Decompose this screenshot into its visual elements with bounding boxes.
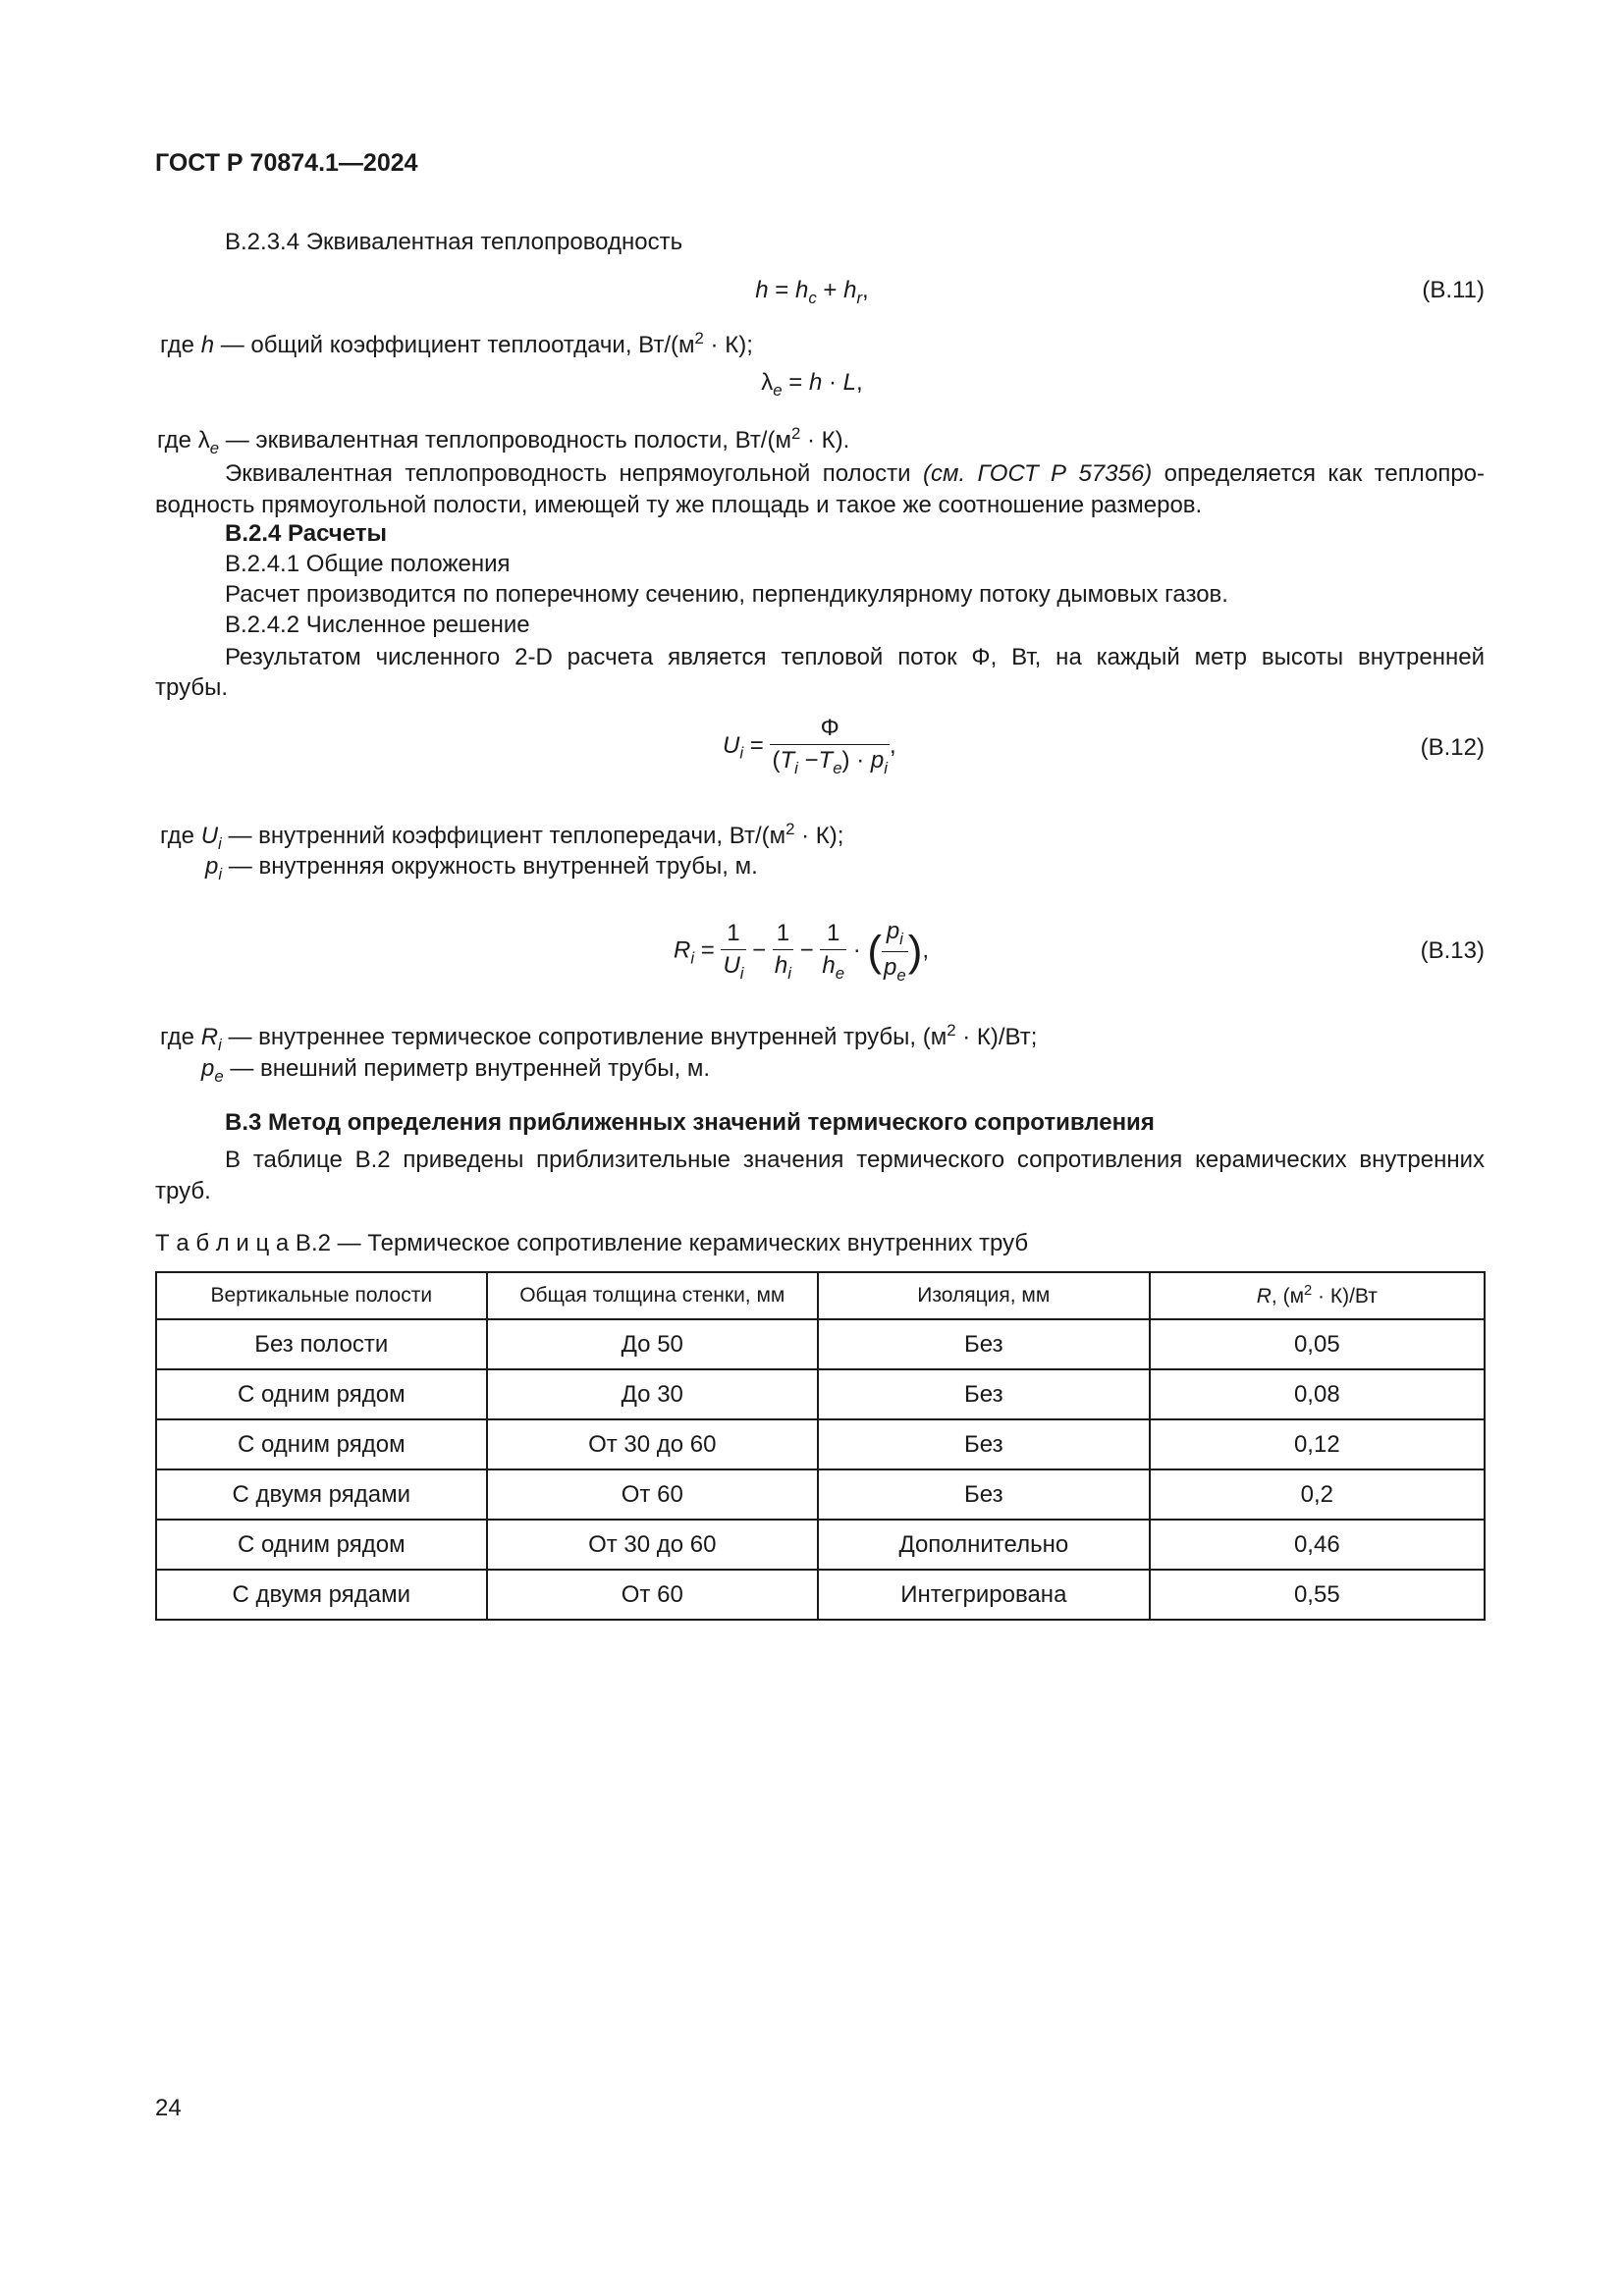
- table-cell: 0,12: [1150, 1419, 1485, 1469]
- page-number: 24: [155, 2095, 182, 2121]
- table-cell: От 60: [487, 1469, 818, 1520]
- table-cell: До 30: [487, 1369, 818, 1419]
- table-header-row: [156, 1272, 1485, 1319]
- equation-number-b11: (B.11): [1422, 277, 1485, 303]
- table-cell: С одним рядом: [156, 1419, 487, 1469]
- paragraph-equiv-line2: водность прямоугольной полости, имеющей ту же площадь и такое же соотношение размеров.: [155, 492, 1203, 518]
- resistance-table: [155, 1271, 1486, 1621]
- paragraph-equiv-line1: Эквивалентная теплопроводность непрямоугольной полости (см. ГОСТ Р 57356) определяется как теплопро-: [225, 460, 1486, 487]
- table-cell: Без: [818, 1369, 1150, 1419]
- paragraph-b242-line2: трубы.: [155, 674, 229, 701]
- definition-Ui: где $U_i$ — внутренний коэффициент теплопередачи, $Вт/(м^2 \cdot К)$;: [160, 820, 844, 854]
- table-cell: 0,55: [1150, 1570, 1485, 1620]
- table-cell: С двумя рядами: [156, 1570, 487, 1620]
- table-row: [156, 1419, 1485, 1469]
- table-cell: 0,2: [1150, 1469, 1485, 1520]
- paragraph-b241: Расчет производится по поперечному сечению, перпендикулярному потоку дымовых газов.: [225, 581, 1228, 608]
- equation-b12: $U_i$ = $\frac{\Phi}{(T_i -T_e) \cdot p_i}$ ,: [723, 715, 896, 777]
- equation-number-b12: (B.12): [1420, 734, 1485, 761]
- table-cell: 0,46: [1150, 1520, 1485, 1570]
- section-title-b242: В.2.4.2 Численное решение: [225, 612, 530, 638]
- section-title-b3: В.3 Метод определения приближенных значений термического сопротивления: [225, 1109, 1155, 1136]
- paragraph-b242-line1: Результатом численного 2-D расчета является тепловой поток Φ, Вт, на каждый метр высоты внутренней: [225, 644, 1485, 670]
- fraction-b12: $\frac{\Phi}{(T_i -T_e) \cdot p_i}$: [772, 715, 888, 777]
- section-title-b234: В.2.3.4 Эквивалентная теплопроводность: [225, 229, 683, 255]
- equation-number-b13: (B.13): [1420, 937, 1485, 964]
- table-cell: Дополнительно: [818, 1520, 1150, 1570]
- table-cell: С двумя рядами: [156, 1469, 487, 1520]
- section-title-b241: В.2.4.1 Общие положения: [225, 551, 511, 577]
- paragraph-b3-line2: труб.: [155, 1178, 211, 1204]
- table-cell: От 30 до 60: [487, 1419, 818, 1469]
- equation-b13: $R_i$ = $\frac{1}{U_i}$ − $\frac{1}{h_i}$ − $\frac{1}{h_e}$ · ( $\frac{p_i}{p_e}$ ),: [674, 918, 930, 985]
- table-cell: С одним рядом: [156, 1520, 487, 1570]
- table-cell: Без полости: [156, 1319, 487, 1369]
- column-header: Вертикальные полости: [156, 1272, 487, 1319]
- table-cell: Без: [818, 1319, 1150, 1369]
- equation-lambda: $\lambda_e = h \cdot L$,: [761, 369, 863, 400]
- table-cell: От 60: [487, 1570, 818, 1620]
- table-cell: От 30 до 60: [487, 1520, 818, 1570]
- table-cell: 0,05: [1150, 1319, 1485, 1369]
- definition-lambda: где $\lambda_e$ — эквивалентная теплопроводность полости, $Вт/(м^2 \cdot К)$.: [157, 424, 850, 458]
- table-caption: Т а б л и ц а В.2 — Термическое сопротивление керамических внутренних труб: [155, 1230, 1029, 1256]
- table-row: [156, 1570, 1485, 1620]
- definition-pe: $p_e$ — внешний периметр внутренней трубы, м.: [201, 1055, 711, 1086]
- definition-h: где h — общий коэффициент теплоотдачи, $Вт/(м^2 \cdot К)$;: [160, 329, 753, 359]
- equation-b11: $h = h_c + h_r$,: [755, 277, 869, 307]
- paragraph-b3-line1: В таблице В.2 приведены приблизительные значения термического сопротивления керамических внутренних: [225, 1147, 1485, 1173]
- table-row: [156, 1319, 1485, 1369]
- section-title-b24: В.2.4 Расчеты: [225, 520, 388, 547]
- table-row: [156, 1469, 1485, 1520]
- document-code: ГОСТ Р 70874.1—2024: [155, 149, 418, 177]
- table-row: [156, 1369, 1485, 1419]
- definition-pi: $p_i$ — внутренняя окружность внутренней трубы, м.: [205, 853, 758, 883]
- table-row: [156, 1520, 1485, 1570]
- table-cell: Без: [818, 1469, 1150, 1520]
- column-header-r: R, $(м^2 \cdot К)/Вт$: [1150, 1272, 1485, 1319]
- definition-Ri: где $R_i$ — внутреннее термическое сопротивление внутренней трубы, $(м^2 \cdot К)/Вт$;: [160, 1021, 1038, 1055]
- table-cell: Интегрирована: [818, 1570, 1150, 1620]
- table-cell: Без: [818, 1419, 1150, 1469]
- table-cell: С одним рядом: [156, 1369, 487, 1419]
- column-header: Общая толщина стенки, мм: [487, 1272, 818, 1319]
- column-header: Изоляция, мм: [818, 1272, 1150, 1319]
- table-cell: До 50: [487, 1319, 818, 1369]
- table-cell: 0,08: [1150, 1369, 1485, 1419]
